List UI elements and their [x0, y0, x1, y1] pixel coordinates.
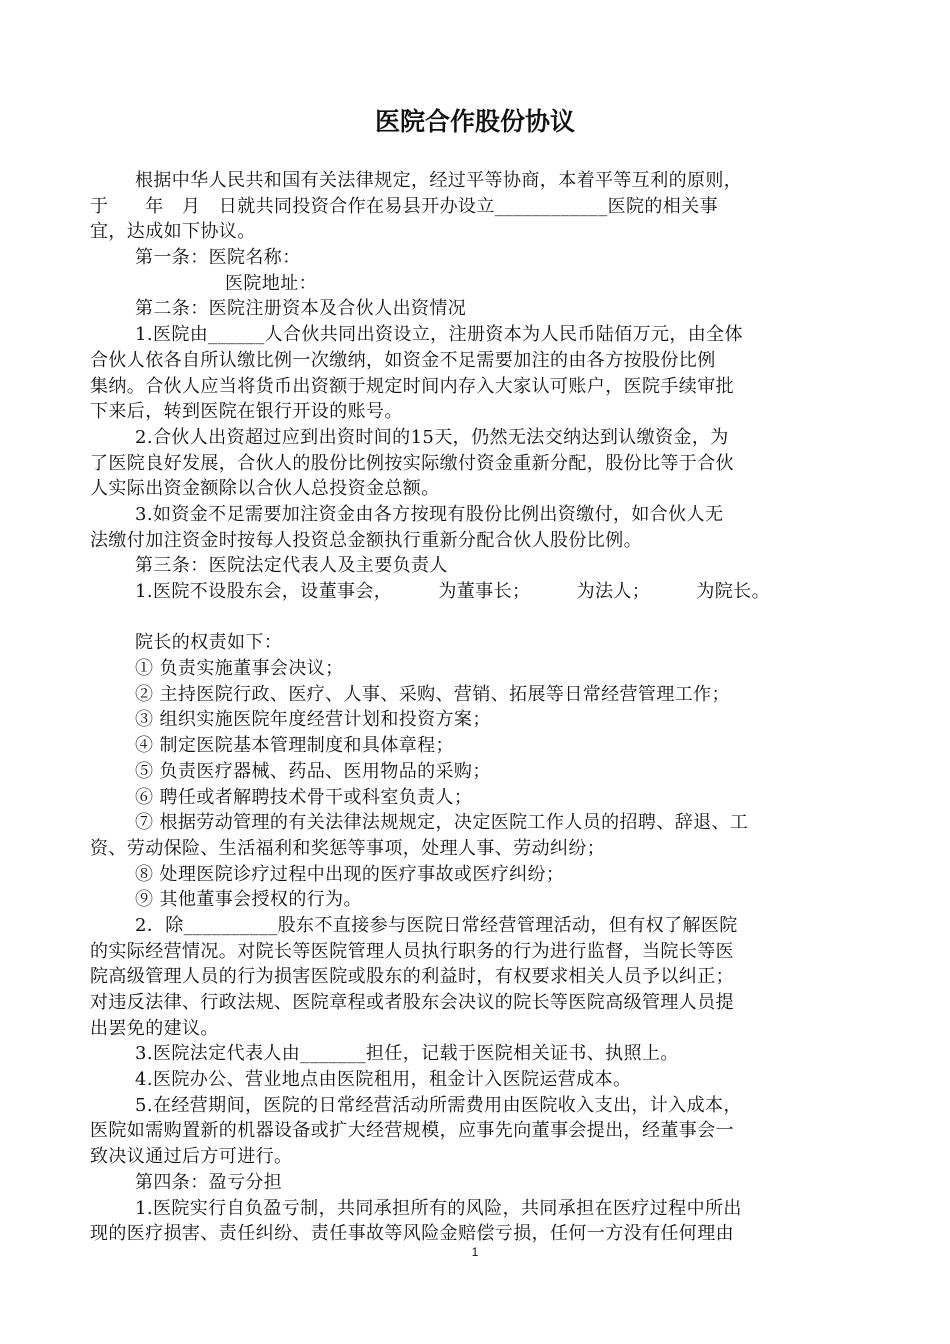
text-line: 宜，达成如下协议。	[90, 221, 256, 243]
text-line: 现的医疗损害、责任纠纷、责任事故等风险金赔偿亏损，任何一方没有任何理由	[90, 1223, 734, 1245]
text-line: 2.合伙人出资超过应到出资时间的15天，仍然无法交纳达到认缴资金，为	[135, 426, 729, 448]
text-line: ⑧ 处理医院诊疗过程中出现的医疗事故或医疗纠纷；	[135, 863, 565, 885]
text-line: 3.医院法定代表人由_______担任，记载于医院相关证书、执照上。	[135, 1043, 679, 1065]
text-line: 院长的权责如下：	[135, 632, 283, 654]
text-line: 第三条：医院法定代表人及主要负责人	[135, 555, 448, 577]
text-line: 人实际出资金额除以合伙人总投资金总额。	[90, 478, 440, 500]
text-line: 集纳。合伙人应当将货币出资额于规定时间内存入大家认可账户，医院手续审批	[90, 375, 734, 397]
blank-line	[90, 605, 860, 631]
text-line: 于 年 月 日就共同投资合作在易县开办设立____________医院的相关事	[90, 195, 718, 217]
text-line: 下来后，转到医院在银行开设的账号。	[90, 401, 403, 423]
text-line: 医院如需购置新的机器设备或扩大经营规模，应事先向董事会提出，经董事会一	[90, 1120, 734, 1142]
text-line: 1.医院实行自负盈亏制，共同承担所有的风险，共同承担在医疗过程中所出	[135, 1197, 742, 1219]
text-line: 第一条：医院名称：	[135, 247, 301, 269]
text-line: 资、劳动保险、生活福利和奖惩等事项，处理人事、劳动纠纷；	[90, 837, 606, 859]
text-line: ④ 制定医院基本管理制度和具体章程；	[135, 735, 454, 757]
text-line: ⑤ 负责医疗器械、药品、医用物品的采购；	[135, 760, 491, 782]
text-line: 2．除__________股东不直接参与医院日常经营管理活动，但有权了解医院	[135, 914, 738, 936]
text-line: 对违反法律、行政法规、医院章程或者股东会决议的院长等医院高级管理人员提	[90, 992, 734, 1013]
text-line: 出罢免的建议。	[90, 1017, 219, 1039]
text-line: 根据中华人民共和国有关法律规定，经过平等协商，本着平等互利的原则，	[135, 170, 743, 191]
text-line: 4.医院办公、营业地点由医院租用，租金计入医院运营成本。	[135, 1069, 632, 1091]
text-line: 5.在经营期间，医院的日常经营活动所需费用由医院收入支出，计入成本，	[135, 1094, 742, 1116]
document-title: 医院合作股份协议	[374, 107, 575, 136]
text-line: 法缴付加注资金时按每人投资总金额执行重新分配合伙人股份比例。	[90, 529, 642, 551]
text-line: ② 主持医院行政、医疗、人事、采购、营销、拓展等日常经营管理工作；	[135, 683, 730, 705]
page-number: 1	[471, 1245, 479, 1259]
document-body	[90, 168, 860, 1247]
text-line: ① 负责实施董事会决议；	[135, 658, 344, 680]
text-line: ⑦ 根据劳动管理的有关法律法规规定，决定医院工作人员的招聘、辞退、工	[135, 812, 749, 834]
text-line: 1.医院由______人合伙共同出资设立，注册资本为人民币陆佰万元，由全体	[135, 324, 743, 346]
text-line: ⑥ 聘任或者解聘技术骨干或科室负责人；	[135, 786, 473, 808]
text-line: 1.医院不设股东会，设董事会， 为董事长； 为法人； 为院长。	[135, 581, 770, 602]
text-line: 致决议通过后方可进行。	[90, 1146, 293, 1168]
text-line: 院高级管理人员的行为损害医院或股东的利益时，有权要求相关人员予以纠正；	[90, 966, 734, 988]
text-line: 第二条：医院注册资本及合伙人出资情况	[135, 298, 467, 320]
text-line: 的实际经营情况。对院长等医院管理人员执行职务的行为进行监督，当院长等医	[90, 940, 734, 962]
text-line: ⑨ 其他董事会授权的行为。	[135, 889, 362, 911]
text-line: 医院地址：	[225, 272, 317, 294]
text-line: 合伙人依各自所认缴比例一次缴纳，如资金不足需要加注的由各方按股份比例	[90, 349, 716, 371]
text-line: 3.如资金不足需要加注资金由各方按现有股份比例出资缴付，如合伙人无	[135, 503, 724, 525]
text-line: 第四条：盈亏分担	[135, 1171, 283, 1193]
text-line: 了医院良好发展，合伙人的股份比例按实际缴付资金重新分配，股份比等于合伙	[90, 452, 734, 474]
text-line: ③ 组织实施医院年度经营计划和投资方案；	[135, 709, 491, 731]
